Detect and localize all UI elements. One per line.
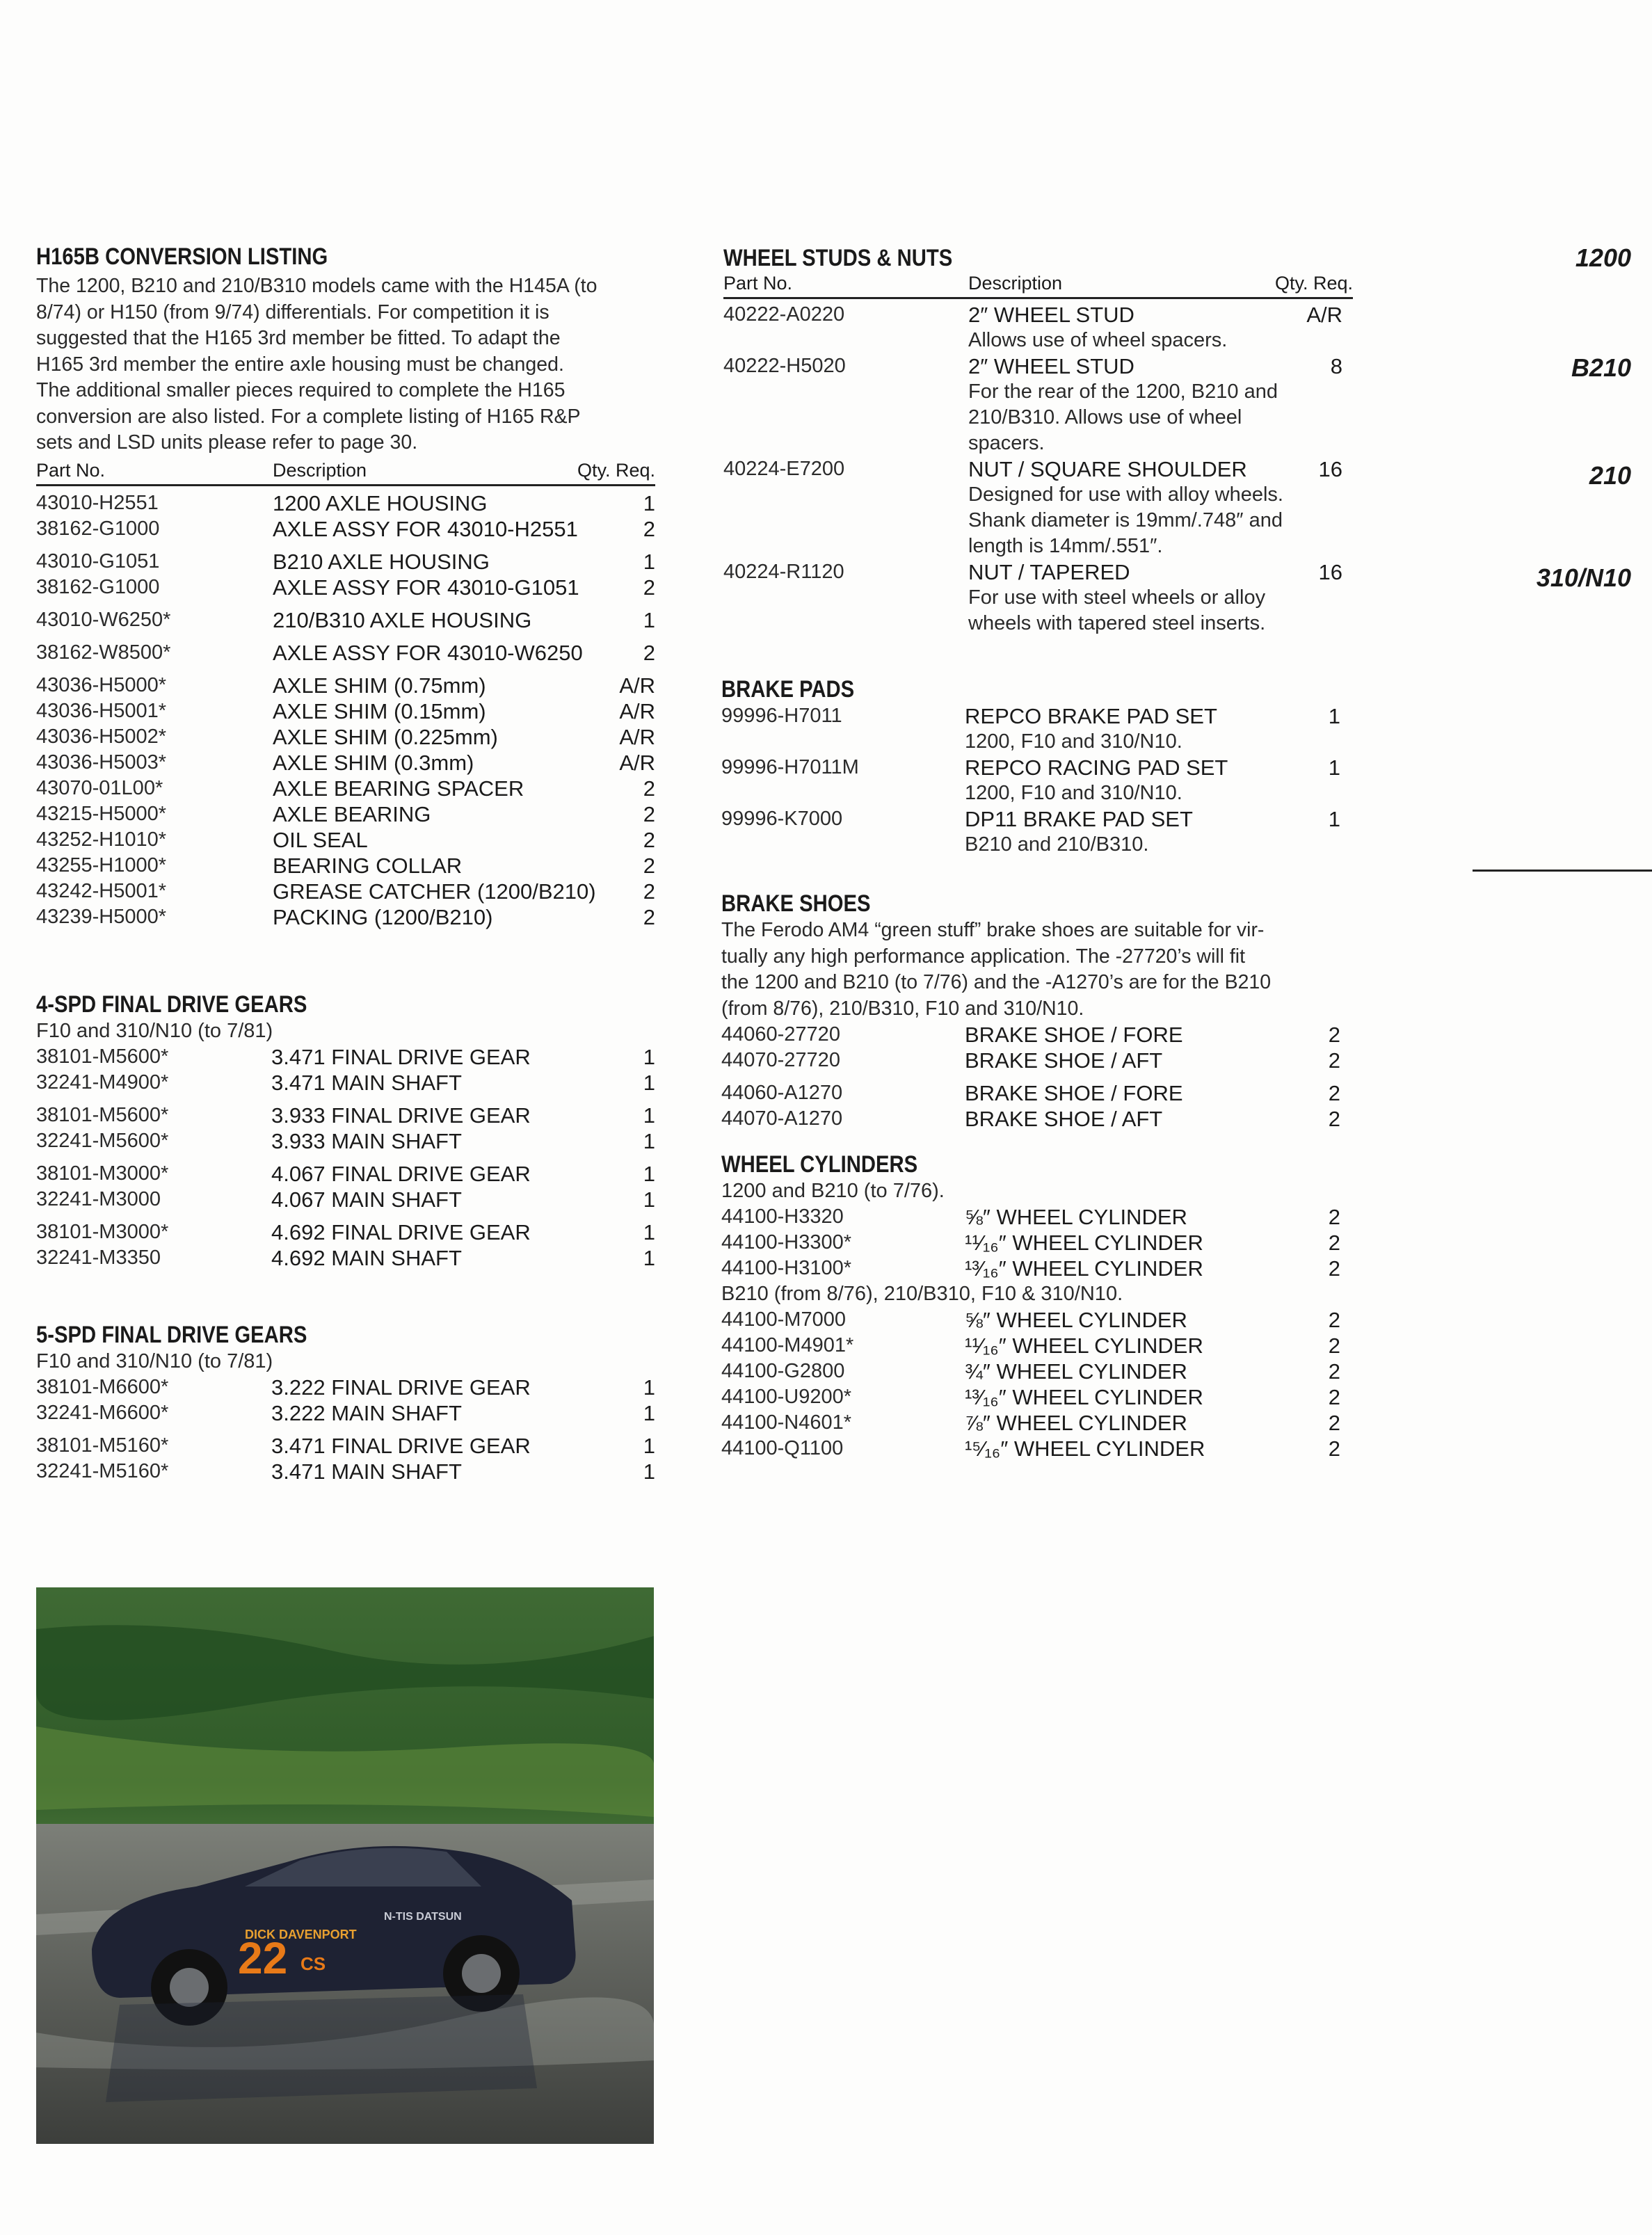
part-number: 43239-H5000* bbox=[36, 905, 167, 928]
part-number: 32241-M5600* bbox=[36, 1130, 169, 1152]
part-number: 43255-H1000* bbox=[36, 854, 167, 876]
table-row bbox=[721, 1384, 1354, 1410]
part-number: 43036-H5003* bbox=[36, 751, 167, 774]
table-row bbox=[36, 575, 655, 600]
qty-required: 1 bbox=[643, 1071, 655, 1095]
table-row bbox=[36, 673, 655, 698]
table-row bbox=[721, 1204, 1354, 1230]
spd5-table bbox=[36, 1375, 655, 1484]
pads-section bbox=[721, 676, 1354, 858]
section-title: BRAKE SHOES bbox=[721, 890, 871, 917]
part-number: 38101-M3000* bbox=[36, 1162, 169, 1185]
shoes-section bbox=[721, 890, 1354, 1132]
part-description: 3.471 MAIN SHAFT bbox=[271, 1071, 462, 1095]
part-note: 210/B310. Allows use of wheel bbox=[968, 406, 1242, 428]
part-number: 40222-H5020 bbox=[723, 355, 846, 377]
qty-required: 2 bbox=[1328, 1256, 1340, 1281]
part-note: 1200, F10 and 310/N10. bbox=[965, 782, 1182, 804]
table-row bbox=[721, 1256, 1354, 1281]
qty-required: 2 bbox=[1328, 1205, 1340, 1229]
table-row bbox=[36, 1433, 655, 1459]
qty-required: 1 bbox=[1328, 704, 1340, 728]
section-title: H165B CONVERSION LISTING bbox=[36, 243, 328, 270]
section-title: WHEEL STUDS & NUTS bbox=[723, 245, 953, 271]
qty-required: 2 bbox=[643, 853, 655, 878]
part-note: spacers. bbox=[968, 432, 1045, 454]
part-description: 2″ WHEEL STUD bbox=[968, 303, 1134, 327]
table-row bbox=[36, 490, 655, 516]
row-gap bbox=[36, 1154, 655, 1161]
part-description: BRAKE SHOE / FORE bbox=[965, 1081, 1183, 1105]
table-row bbox=[36, 904, 655, 930]
qty-required: 1 bbox=[643, 1129, 655, 1153]
cyl-section bbox=[721, 1151, 1354, 1461]
qty-required: 1 bbox=[643, 1045, 655, 1069]
qty-required: 2 bbox=[643, 904, 655, 929]
part-number: 38101-M6600* bbox=[36, 1376, 169, 1398]
part-description: 3.222 MAIN SHAFT bbox=[271, 1401, 462, 1425]
spd4-section bbox=[36, 991, 655, 1271]
table-row bbox=[721, 1230, 1354, 1256]
part-number: 43036-H5000* bbox=[36, 673, 167, 696]
qty-required: 2 bbox=[1328, 1411, 1340, 1435]
part-number: 32241-M6600* bbox=[36, 1402, 169, 1424]
row-gap bbox=[36, 600, 655, 607]
part-number: 38101-M5600* bbox=[36, 1046, 169, 1068]
part-number: 43242-H5001* bbox=[36, 879, 167, 902]
part-note: Allows use of wheel spacers. bbox=[968, 329, 1228, 351]
table-row bbox=[723, 302, 1353, 353]
table-row bbox=[36, 1245, 655, 1271]
section-title: 5-SPD FINAL DRIVE GEARS bbox=[36, 1322, 307, 1348]
table-row bbox=[36, 827, 655, 853]
part-number: 40222-A0220 bbox=[723, 303, 845, 326]
qty-required: 2 bbox=[1328, 1436, 1340, 1461]
part-description: AXLE ASSY FOR 43010-H2551 bbox=[273, 516, 578, 541]
qty-required: 16 bbox=[1318, 457, 1342, 481]
qty-required: A/R bbox=[619, 750, 655, 775]
qty-required: 2 bbox=[643, 827, 655, 852]
table-row bbox=[36, 607, 655, 633]
table-row bbox=[36, 549, 655, 575]
part-description: AXLE BEARING bbox=[273, 801, 431, 826]
intro-text: The Ferodo AM4 “green stuff” brake shoes are suitable for vir- tually any high performance application. The -27720’s will fit the 1200 and B210 (to 7/76) and the -A1270’s are for the B210 (from 8/76), 210/B310, F10 and 310/N10. bbox=[721, 919, 1272, 1020]
part-number: 44100-N4601* bbox=[721, 1411, 852, 1434]
row-gap bbox=[721, 1073, 1354, 1080]
qty-required: 1 bbox=[643, 1162, 655, 1186]
qty-required: 8 bbox=[1330, 354, 1342, 378]
part-number: 43070-01L00* bbox=[36, 776, 163, 799]
part-number: 44100-H3100* bbox=[721, 1257, 852, 1279]
spd5-section bbox=[36, 1322, 655, 1484]
part-description: OIL SEAL bbox=[273, 827, 368, 852]
table-row bbox=[36, 1375, 655, 1400]
part-number: 44100-Q1100 bbox=[721, 1437, 844, 1459]
section-subtitle: F10 and 310/N10 (to 7/81) bbox=[36, 1020, 273, 1042]
row-gap bbox=[36, 542, 655, 549]
part-description: ⅞″ WHEEL CYLINDER bbox=[965, 1411, 1187, 1435]
header-desc: Description bbox=[968, 273, 1063, 294]
header-qty: Qty. Req. bbox=[1274, 273, 1353, 294]
table-row bbox=[36, 1187, 655, 1212]
qty-required: 1 bbox=[643, 490, 655, 515]
part-note: For use with steel wheels or alloy bbox=[968, 586, 1266, 609]
part-description: ⅝″ WHEEL CYLINDER bbox=[965, 1205, 1187, 1229]
section-title: BRAKE PADS bbox=[721, 676, 855, 703]
part-note: 1200, F10 and 310/N10. bbox=[965, 730, 1182, 753]
part-description: 1200 AXLE HOUSING bbox=[273, 490, 488, 515]
part-description: BRAKE SHOE / AFT bbox=[965, 1107, 1163, 1131]
part-description: DP11 BRAKE PAD SET bbox=[965, 807, 1193, 831]
spd4-table bbox=[36, 1044, 655, 1271]
part-description: ¹⁵⁄₁₆″ WHEEL CYLINDER bbox=[965, 1436, 1205, 1461]
table-row bbox=[723, 456, 1353, 559]
qty-required: 2 bbox=[1328, 1333, 1340, 1358]
table-row bbox=[36, 1070, 655, 1096]
table-row bbox=[721, 1048, 1354, 1073]
studs-table bbox=[723, 302, 1353, 636]
part-number: 44100-M7000 bbox=[721, 1308, 846, 1331]
table-row bbox=[36, 698, 655, 724]
part-number: 38101-M5160* bbox=[36, 1434, 169, 1457]
table-row bbox=[721, 1022, 1354, 1048]
qty-required: A/R bbox=[619, 673, 655, 698]
header-desc: Description bbox=[273, 459, 367, 481]
part-description: PACKING (1200/B210) bbox=[273, 904, 493, 929]
part-description: ¹³⁄₁₆″ WHEEL CYLINDER bbox=[965, 1256, 1203, 1281]
qty-required: 1 bbox=[1328, 807, 1340, 831]
part-description: BRAKE SHOE / FORE bbox=[965, 1023, 1183, 1047]
qty-required: 2 bbox=[643, 879, 655, 904]
part-description: AXLE BEARING SPACER bbox=[273, 776, 524, 801]
part-number: 32241-M4900* bbox=[36, 1071, 169, 1094]
part-number: 43036-H5002* bbox=[36, 725, 167, 748]
h165b-section bbox=[36, 243, 655, 930]
part-description: ¹¹⁄₁₆″ WHEEL CYLINDER bbox=[965, 1333, 1203, 1358]
part-number: 32241-M3000 bbox=[36, 1188, 161, 1210]
qty-required: 2 bbox=[1328, 1308, 1340, 1332]
qty-required: 1 bbox=[643, 1459, 655, 1484]
part-description: B210 AXLE HOUSING bbox=[273, 549, 490, 574]
part-description: ¹³⁄₁₆″ WHEEL CYLINDER bbox=[965, 1385, 1203, 1409]
part-number: 44100-U9200* bbox=[721, 1386, 852, 1408]
part-description: AXLE ASSY FOR 43010-G1051 bbox=[273, 575, 579, 600]
qty-required: 2 bbox=[1328, 1231, 1340, 1255]
table-row bbox=[721, 1106, 1354, 1132]
part-number: 38101-M3000* bbox=[36, 1221, 169, 1243]
part-description: ¹¹⁄₁₆″ WHEEL CYLINDER bbox=[965, 1231, 1203, 1255]
part-number: 44100-M4901* bbox=[721, 1334, 854, 1356]
part-description: REPCO RACING PAD SET bbox=[965, 755, 1228, 780]
row-gap bbox=[36, 633, 655, 640]
part-number: 44100-G2800 bbox=[721, 1360, 845, 1382]
part-number: 43010-G1051 bbox=[36, 550, 160, 572]
qty-required: 1 bbox=[643, 1246, 655, 1270]
part-number: 43036-H5001* bbox=[36, 699, 167, 722]
part-description: 210/B310 AXLE HOUSING bbox=[273, 607, 532, 632]
table-row bbox=[36, 724, 655, 750]
cyl-table-1 bbox=[721, 1204, 1354, 1281]
part-number: 99996-H7011M bbox=[721, 756, 859, 778]
qty-required: 2 bbox=[643, 776, 655, 801]
row-gap bbox=[36, 666, 655, 673]
studs-section bbox=[723, 245, 1353, 636]
table-row bbox=[721, 1359, 1354, 1384]
part-description: BRAKE SHOE / AFT bbox=[965, 1048, 1163, 1073]
qty-required: 1 bbox=[643, 1401, 655, 1425]
part-description: AXLE SHIM (0.15mm) bbox=[273, 698, 486, 723]
h165b-table bbox=[36, 490, 655, 930]
part-number: 44100-H3300* bbox=[721, 1231, 852, 1253]
section-subtitle: B210 (from 8/76), 210/B310, F10 & 310/N10. bbox=[721, 1283, 1123, 1305]
part-note: For the rear of the 1200, B210 and bbox=[968, 380, 1278, 403]
table-row bbox=[721, 1410, 1354, 1436]
table-row bbox=[723, 559, 1353, 636]
part-number: 44060-A1270 bbox=[721, 1082, 843, 1104]
cyl-table-2 bbox=[721, 1307, 1354, 1461]
part-description: REPCO BRAKE PAD SET bbox=[965, 704, 1217, 728]
part-number: 44060-27720 bbox=[721, 1023, 840, 1046]
race-car-photo bbox=[36, 1587, 654, 2144]
intro-text: The 1200, B210 and 210/B310 models came with the H145A (to 8/74) or H150 (from 9/74) differentials. For competition it is suggested that the H165 3rd member be fitted. To adapt the H165 3rd member the entire axle housing must be changed. The additional smaller pieces required to complete the H165 conversion are also listed. For a complete listing of H165 R&P sets and LSD units please refer to page 30. bbox=[36, 275, 598, 454]
part-description: 3.471 FINAL DRIVE GEAR bbox=[271, 1045, 531, 1069]
part-number: 99996-H7011 bbox=[721, 705, 842, 727]
part-description: BEARING COLLAR bbox=[273, 853, 463, 878]
table-header bbox=[723, 272, 1353, 299]
part-number: 44070-27720 bbox=[721, 1049, 840, 1071]
part-number: 44070-A1270 bbox=[721, 1107, 843, 1130]
section-subtitle: 1200 and B210 (to 7/76). bbox=[721, 1180, 945, 1202]
qty-required: 1 bbox=[643, 1220, 655, 1244]
part-description: AXLE SHIM (0.225mm) bbox=[273, 724, 498, 749]
table-row bbox=[721, 703, 1354, 755]
part-number: 99996-K7000 bbox=[721, 808, 843, 830]
part-description: GREASE CATCHER (1200/B210) bbox=[273, 879, 596, 904]
part-description: 4.692 MAIN SHAFT bbox=[271, 1246, 462, 1270]
section-title: WHEEL CYLINDERS bbox=[721, 1151, 918, 1178]
section-subtitle: F10 and 310/N10 (to 7/81) bbox=[36, 1350, 273, 1372]
part-number: 43252-H1010* bbox=[36, 828, 167, 851]
qty-required: 2 bbox=[1328, 1023, 1340, 1047]
part-note: Shank diameter is 19mm/.748″ and bbox=[968, 509, 1283, 531]
table-row bbox=[36, 640, 655, 666]
part-number: 43010-H2551 bbox=[36, 491, 159, 514]
part-description: AXLE ASSY FOR 43010-W6250 bbox=[273, 640, 583, 665]
part-note: B210 and 210/B310. bbox=[965, 833, 1149, 856]
header-qty: Qty. Req. bbox=[577, 459, 655, 481]
qty-required: A/R bbox=[619, 724, 655, 749]
table-row bbox=[721, 1436, 1354, 1461]
part-number: 43215-H5000* bbox=[36, 802, 167, 825]
part-number: 38162-G1000 bbox=[36, 575, 160, 598]
tab-210: 210 bbox=[1589, 461, 1631, 490]
table-row bbox=[721, 806, 1354, 858]
shoes-table bbox=[721, 1022, 1354, 1132]
qty-required: 2 bbox=[1328, 1081, 1340, 1105]
row-gap bbox=[36, 1096, 655, 1103]
table-row bbox=[36, 1161, 655, 1187]
qty-required: 1 bbox=[643, 1375, 655, 1400]
row-gap bbox=[36, 1212, 655, 1219]
part-description: 4.692 FINAL DRIVE GEAR bbox=[271, 1220, 531, 1244]
qty-required: 2 bbox=[643, 640, 655, 665]
sponsor-decal: N-TIS DATSUN bbox=[384, 1911, 462, 1923]
part-number: 38162-W8500* bbox=[36, 641, 171, 664]
part-number: 43010-W6250* bbox=[36, 608, 171, 631]
section-title: 4-SPD FINAL DRIVE GEARS bbox=[36, 991, 307, 1018]
table-row bbox=[721, 1080, 1354, 1106]
table-row bbox=[36, 801, 655, 827]
car-class-decal: CS bbox=[300, 1953, 326, 1974]
part-description: AXLE SHIM (0.3mm) bbox=[273, 750, 474, 775]
qty-required: A/R bbox=[1306, 303, 1342, 327]
part-description: 3.933 FINAL DRIVE GEAR bbox=[271, 1103, 531, 1128]
table-row bbox=[36, 516, 655, 542]
part-note: Designed for use with alloy wheels. bbox=[968, 483, 1283, 506]
qty-required: 1 bbox=[1328, 755, 1340, 780]
part-note: wheels with tapered steel inserts. bbox=[968, 612, 1266, 634]
part-number: 40224-R1120 bbox=[723, 561, 844, 583]
qty-required: 1 bbox=[643, 607, 655, 632]
part-number: 32241-M3350 bbox=[36, 1247, 161, 1269]
part-description: 3.471 MAIN SHAFT bbox=[271, 1459, 462, 1484]
row-gap bbox=[36, 1426, 655, 1433]
qty-required: 2 bbox=[643, 516, 655, 541]
qty-required: 1 bbox=[643, 1103, 655, 1128]
qty-required: 1 bbox=[643, 1434, 655, 1458]
table-row bbox=[36, 1459, 655, 1484]
part-description: ¾″ WHEEL CYLINDER bbox=[965, 1359, 1187, 1384]
tab-310n10: 310/N10 bbox=[1536, 563, 1631, 592]
table-row bbox=[36, 1219, 655, 1245]
part-description: AXLE SHIM (0.75mm) bbox=[273, 673, 486, 698]
tab-1200: 1200 bbox=[1575, 243, 1631, 272]
header-part: Part No. bbox=[723, 273, 793, 294]
part-description: 3.933 MAIN SHAFT bbox=[271, 1129, 462, 1153]
table-row bbox=[721, 1307, 1354, 1333]
qty-required: A/R bbox=[619, 698, 655, 723]
qty-required: 2 bbox=[1328, 1359, 1340, 1384]
table-row bbox=[721, 755, 1354, 806]
table-row bbox=[721, 1333, 1354, 1359]
table-row bbox=[36, 750, 655, 776]
qty-required: 2 bbox=[643, 575, 655, 600]
tab-divider bbox=[1473, 870, 1652, 872]
table-row bbox=[36, 1400, 655, 1426]
table-row bbox=[36, 1128, 655, 1154]
part-description: 3.222 FINAL DRIVE GEAR bbox=[271, 1375, 531, 1400]
part-description: 2″ WHEEL STUD bbox=[968, 354, 1134, 378]
qty-required: 16 bbox=[1318, 560, 1342, 584]
part-number: 38162-G1000 bbox=[36, 517, 160, 540]
part-number: 32241-M5160* bbox=[36, 1460, 169, 1482]
part-description: 4.067 FINAL DRIVE GEAR bbox=[271, 1162, 531, 1186]
pads-table bbox=[721, 703, 1354, 858]
race-car-image bbox=[36, 1587, 654, 2144]
qty-required: 2 bbox=[1328, 1048, 1340, 1073]
part-number: 38101-M5600* bbox=[36, 1104, 169, 1126]
table-header bbox=[36, 456, 655, 486]
part-description: 4.067 MAIN SHAFT bbox=[271, 1187, 462, 1212]
part-description: ⅝″ WHEEL CYLINDER bbox=[965, 1308, 1187, 1332]
table-row bbox=[36, 853, 655, 879]
qty-required: 2 bbox=[1328, 1385, 1340, 1409]
part-description: NUT / SQUARE SHOULDER bbox=[968, 457, 1247, 481]
part-number: 44100-H3320 bbox=[721, 1205, 844, 1228]
qty-required: 1 bbox=[643, 1187, 655, 1212]
table-row bbox=[36, 1103, 655, 1128]
table-row bbox=[36, 776, 655, 801]
part-description: 3.471 FINAL DRIVE GEAR bbox=[271, 1434, 531, 1458]
table-row bbox=[36, 1044, 655, 1070]
part-note: length is 14mm/.551″. bbox=[968, 535, 1163, 557]
table-row bbox=[723, 353, 1353, 456]
part-number: 40224-E7200 bbox=[723, 458, 845, 480]
qty-required: 1 bbox=[643, 549, 655, 574]
table-row bbox=[36, 879, 655, 904]
car-number-decal: 22 bbox=[238, 1933, 288, 1983]
qty-required: 2 bbox=[1328, 1107, 1340, 1131]
tab-b210: B210 bbox=[1571, 353, 1631, 382]
header-part: Part No. bbox=[36, 459, 106, 481]
part-description: NUT / TAPERED bbox=[968, 560, 1130, 584]
qty-required: 2 bbox=[643, 801, 655, 826]
driver-name-decal: DICK DAVENPORT bbox=[245, 1928, 357, 1941]
